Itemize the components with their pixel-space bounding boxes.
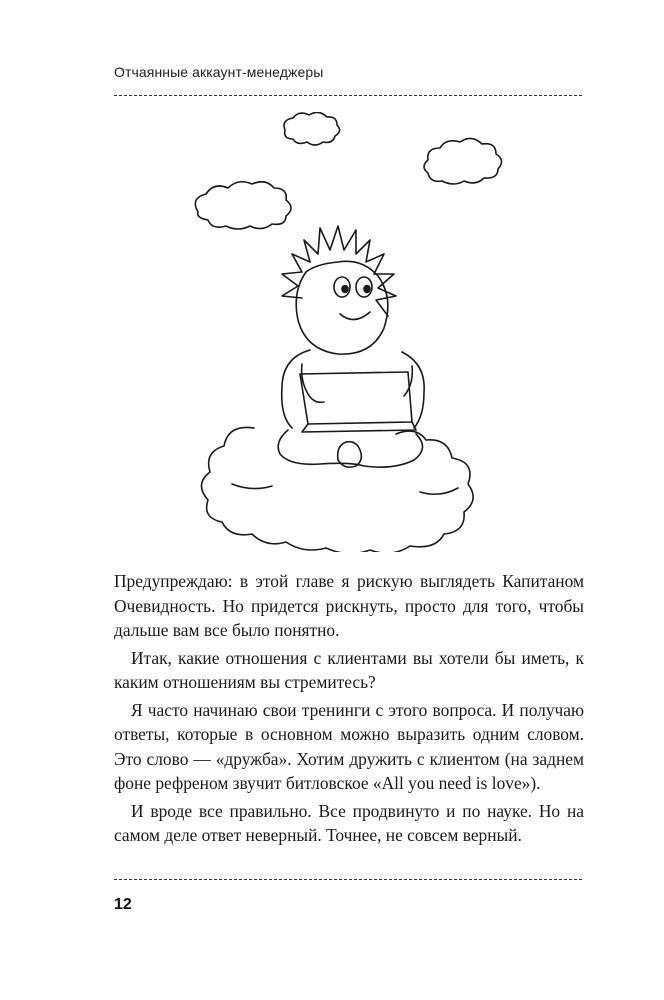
paragraph: Я часто начинаю свои тренинги с этого вопроса. И получаю ответы, которые в основном можно выразить одним словом. Это слово — «дружба». Хотим дружить с клиентом (на заднем фоне рефреном звучит битловское «All you need is love»). [114, 699, 584, 793]
paragraph: Предупреждаю: в этой главе я рискую выглядеть Капитаном Очевидность. Но придется рискнуть, просто для того, чтобы дальше вам все было понятно. [114, 571, 584, 640]
paragraph: И вроде все правильно. Все продвинуто и по науке. Но на самом деле ответ неверный. Точнее, не совсем верный. [114, 800, 584, 845]
sun-rays-icon [304, 226, 396, 316]
running-head: Отчаянные аккаунт-менеджеры [114, 64, 324, 80]
paragraph: Итак, какие отношения с клиентами вы хотели бы иметь, к каким отношениям вы стремитесь? [114, 647, 584, 692]
cloud-small-icon [284, 112, 340, 145]
head-icon [296, 261, 388, 354]
cloud-left-icon [195, 182, 291, 229]
body-text [114, 569, 584, 851]
footer-divider [114, 879, 582, 880]
laptop-icon [300, 372, 412, 424]
smile-icon [340, 312, 370, 320]
big-cloud-icon [201, 427, 473, 552]
cloud-right-icon [424, 138, 502, 184]
sun-character-illustration [180, 112, 510, 552]
sun-character-with-laptop-icon [180, 112, 510, 552]
page-number: 12 [114, 896, 132, 913]
header-divider [114, 95, 582, 96]
